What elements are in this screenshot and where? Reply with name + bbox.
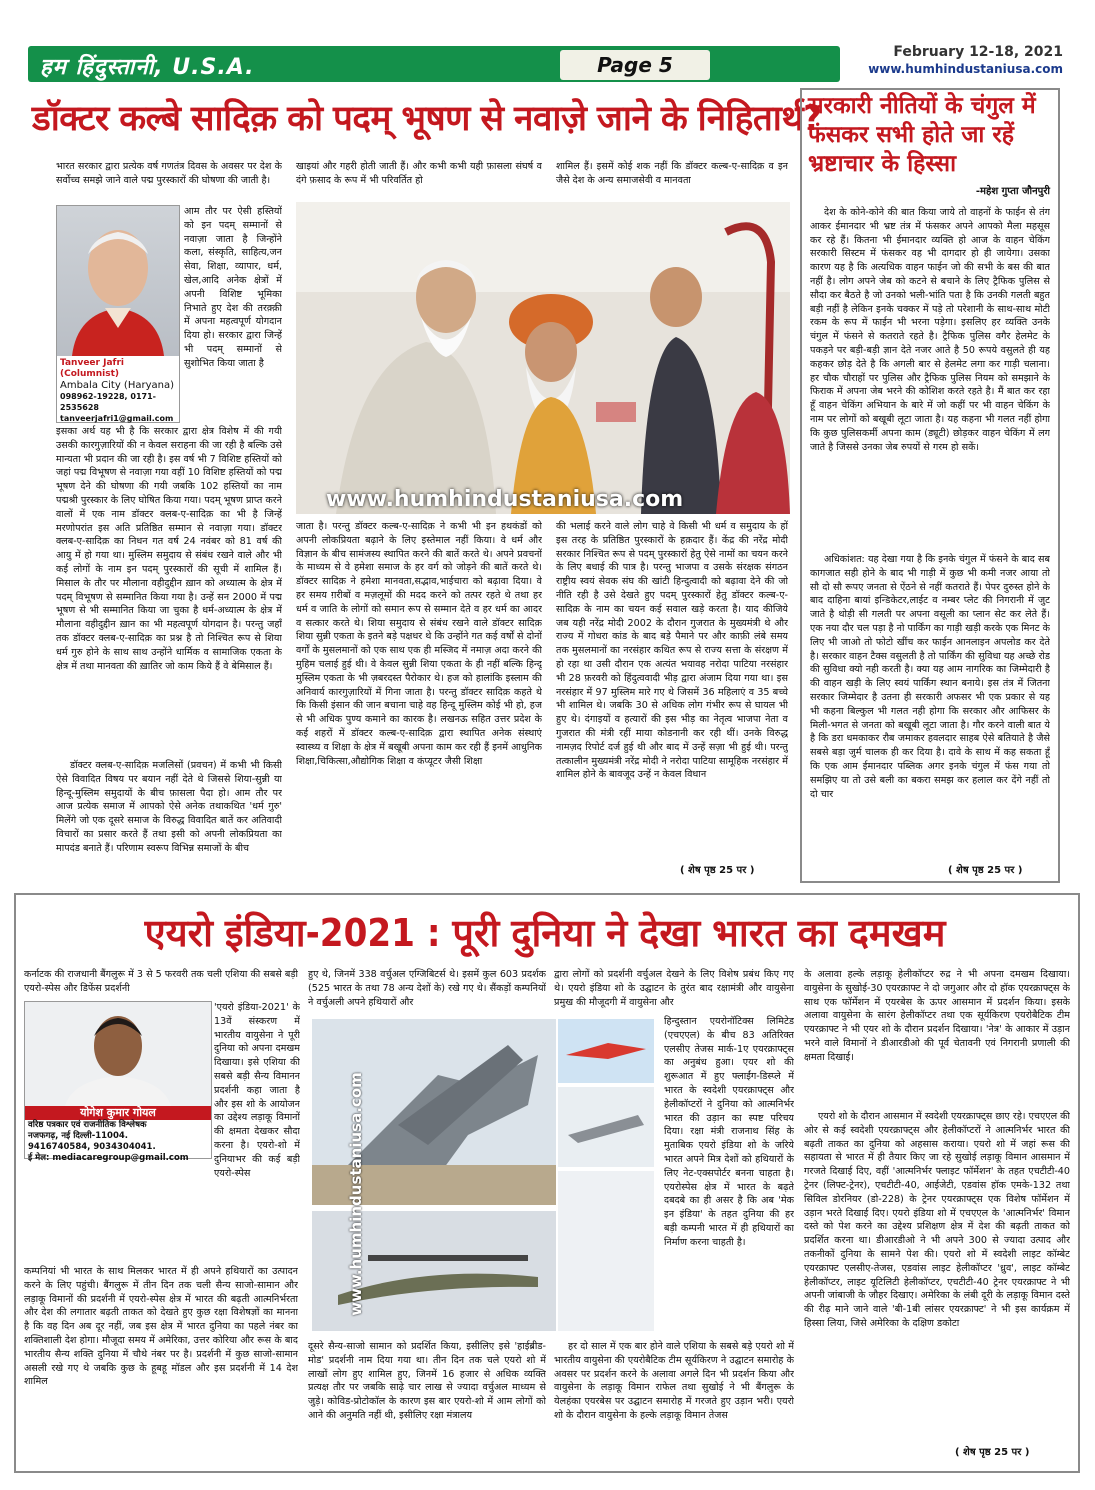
article1-col1-body-2: डॉक्टर क्लब-ए-सादिक़ मजलिसों (प्रवचन) में कभी भी किसी ऐसे विवादित विषय पर बयान नहीं देते थे जिससे शिया-सुन्नी या हिन्दू-मुस्लिम समुदायों के बीच फ़ासला पैदा हो। आम तौर पर आज प्रत्येक समाज में आपको ऐसे अनेक तथाकथित 'धर्म गुरु' मिलेंगे जो एक दूसरे समाज के विरुद्ध विवादित बातें कर अतिवादी विचारों का प्रसार करते हैं तथा इसी को अपनी लोकप्रियता का मापदंड बनाते हैं। परिणाम स्वरूप विभिन्न समाजों के बीच <box>56 760 282 854</box>
article1-col2-top: खाइयां और गहरी होती जाती हैं। और कभी कभी यही फ़ासला संघर्ष व दंगे फ़साद के रूप में भी परिवर्तित हो <box>296 161 542 186</box>
article1-continued: ( शेष पृष्ठ 25 पर ) <box>680 865 755 876</box>
article3-col3-top: द्वारा लोगों को प्रदर्शनी वर्चुअल देखने के लिए विशेष प्रबंध किए गए थे। एयरो इंडिया शो के उद्घाटन के तुरंत बाद रक्षामंत्री और वायुसेना प्रमुख की मौजूदगी में वायुसेना और <box>554 969 794 1008</box>
article1-headline: डॉक्टर कल्बे सादिक़ को पदम् भूषण से नवाज़े जाने के निहितार्थ? <box>32 99 821 139</box>
article3-col2-bottom: दूसरे सैन्य-साजो सामान को प्रदर्शित किया, इसीलिए इसे 'हाईब्रीड-मोड' प्रदर्शनी नाम दिया गया था। तीन दिन तक चले एयरो शो में लाखों लोग हुए शामिल हुए, जिनमें 16 हजार से अधिक व्यक्ति प्रत्यक्ष तौर पर जबकि साढ़े चार लाख से ज्यादा वर्चुअल माध्यम से जुड़े। कोविड-प्रोटोकॉल के कारण इस बार एयरो-शो में आम लोगों को आने की अनुमति नहीं थी, इसीलिए रक्षा मंत्रालय <box>308 1341 546 1421</box>
article1-col1-intro: भारत सरकार द्वारा प्रत्येक वर्ष गणतंत्र दिवस के अवसर पर देश के सर्वोच्च समझे जाने वाले पद्म पुरस्कारों की घोषणा की जाती है। <box>56 161 282 186</box>
article3-col1-side: 'एयरो इंडिया-2021' के 13वें संस्करण में भारतीय वायुसेना ने पूरी दुनिया को अपना दमखम दिखाया। इसे एशिया की सबसे बड़ी सैन्य विमानन प्रदर्शनी कहा जाता है और इस शो के आयोजन का उद्देश्य लड़ाकू विमानों की क्षमता देखकर सौदा करना है। एयरो-शो में दुनियाभर की कई बड़ी एयरो-स्पेस <box>214 1002 300 1179</box>
article3-col1-body: कम्पनियां भी भारत के साथ मिलकर भारत में ही अपने हथियारों का उत्पादन करने के लिए पहुंची। बैंगलुरू में तीन दिन तक चली सैन्य साजो-सामान और लड़ाकू विमानों की प्रदर्शनी में एयरो-स्पेस क्षेत्र में भारत की बढ़ती आत्मनिर्भरता और देश की लगातार बढ़ती ताकत को देखते हुए कुछ रक्षा विशेषज्ञों का मानना है कि वह दिन अब दूर नहीं, जब इस क्षेत्र में भारत दुनिया का पहले नंबर का शक्तिशाली देश होगा। मौजूदा समय में अमेरिका, उत्तर कोरिया और रूस के बाद भारतीय सैन्य शक्ति दुनिया में चौथे नंबर पर है। प्रदर्शनी में कुछ साजो-सामान असली रखे गए थे जबकि कुछ के हूबहू मॉडल और इस प्रदर्शनी में 14 देश शामिल <box>24 1266 298 1388</box>
author-name: Tanveer Jafri (Columnist) <box>60 358 124 379</box>
article3-col3-bottom: हर दो साल में एक बार होने वाले एशिया के सबसे बड़े एयरो शो में भारतीय वायुसेना की एयरोबैटिक टीम सूर्यकिरण ने उद्घाटन समारोह के अवसर पर प्रदर्शन करने के अलावा अगले दिन भी प्रदर्शन किया और वायुसेना के लड़ाकू विमान राफेल तथा सुखोई ने भी बैंगलुरू के येलहंका एयरबेस पर उद्घाटन समारोह में गरजते हुए उड़ान भरी। एयरो शो के दौरान वायुसेना के हल्के लड़ाकू विमान तेजस <box>554 1341 794 1421</box>
article3-col1-intro: कर्नाटक की राजधानी बैंगलुरू में 3 से 5 फरवरी तक चली एशिया की सबसे बड़ी एयरो-स्पेस और डिफेंस प्रदर्शनी <box>24 969 298 994</box>
page-number-label: Page 5 <box>560 50 710 80</box>
article1-col1-body: इसका अर्थ यह भी है कि सरकार द्वारा क्षेत्र विशेष में की गयी उसकी कारगुज़ारियों की न केवल सराहना की जा रही है बल्कि उसे मान्यता भी प्रदान की जा रही है। इस वर्ष भी 7 विशिष्ट हस्तियों को जहां पद्म विभूषण से नवाज़ा गया वहीं 10 विशिष्ट हस्तियों को पद्म भूषण देने की घोषणा की गयी जबकि 102 हस्तियों का नाम पद्मश्री पुरस्कार के लिए घोषित किया गया। पदम् भूषण प्राप्त करने वालों में एक नाम डॉक्टर क्लब-ए-सादिक़ का भी है जिन्हें मरणोपरांत इस अति प्रतिष्ठित सम्मान से नवाज़ा गया। डॉक्टर क्लब-ए-सादिक़ का निधन गत वर्ष 24 नवंबर को 81 वर्ष की आयु में हो गया था। मुस्लिम समुदाय से संबंध रखने वाले और भी कई लोगों के नाम इन पदम् पुरस्कारों की सूची में शामिल हैं। मिसाल के तौर पर मौलाना वहीदुद्दीन ख़ान को अध्यात्म के क्षेत्र में पदम् विभूषण से सम्मानित किया गया है। उन्हें सन 2000 में पद्म भूषण से भी सम्मानित किया जा चुका है धर्म-अध्यात्म के क्षेत्र में मौलाना वहीदुद्दीन ख़ान का भी महत्वपूर्ण योगदान है। परन्तु जहाँ तक डॉक्टर क्लब-ए-सादिक़ का प्रश्न है तो निश्चित रूप से शिया धर्म गुरु होने के साथ साथ उन्होंने धार्मिक व सामाजिक एकता के क्षेत्र में तथा मानवता की ख़ातिर जो काम किये हैं वे बेमिसाल हैं। <box>56 426 282 672</box>
article1-col3-top: शामिल हैं। इसमें कोई शक नहीं कि डॉक्टर कल्ब-ए-सादिक़ व इन जैसे देश के अन्य समाजसेवी व मानवता <box>556 161 788 186</box>
article1-col1-side: आम तौर पर ऐसी हस्तियों को इन पदम् सम्मानों से नवाज़ा जाता है जिन्होंने कला, संस्कृति, साहित्य,जन सेवा, शिक्षा, व्यापार, धर्म, खेल,आदि अनेक क्षेत्रों में अपनी विशिष्ट भूमिका निभाते हुए देश की तरक़्क़ी में अपना महत्वपूर्ण योगदान दिया हो। सरकार द्वारा जिन्हें भी पदम् सम्मानों से सुशोभित किया जाता है <box>184 206 282 369</box>
article2-byline: -महेश गुप्ता जौनपुरी <box>975 186 1050 197</box>
article3-continued: ( शेष पृष्ठ 25 पर ) <box>955 1447 1030 1458</box>
article2-headline <box>808 92 1054 179</box>
article1-col3-bottom: की भलाई करने वाले लोग चाहे वे किसी भी धर्म व समुदाय के हों इस तरह के प्रतिष्ठित पुरस्कारों के हक़दार हैं। केंद्र की नरेंद्र मोदी सरकार निश्चित रूप से पदम् पुरस्कारों हेतु ऐसे नामों का चयन करने के लिए बधाई की पात्र है। परन्तु भाजपा व उसके संरक्षक संगठन राष्ट्रीय स्वयं सेवक संघ की खांटी हिन्दुत्वादी को बढ़ावा देने की जो नीति रही है उसे देखते हुए पदम् पुरस्कारों हेतु डॉक्टर कल्ब-ए-सादिक़ के नाम का चयन कई सवाल खड़े करता है। याद कीजिये जब यही नरेंद्र मोदी 2002 के दौरान गुजरात के मुख्यमंत्री थे और राज्य में गोधरा कांड के बाद बड़े पैमाने पर और काफ़ी लंबे समय तक मुसलमानों का नरसंहार कथित रूप से राज्य सत्ता के संरक्षण में हो रहा था उसी दौरान एक अत्यंत भयावह नरोदा पाटिया नरसंहार भी 28 फ़रवरी को हिंदुत्ववादी भीड़ द्वारा अंजाम दिया गया था। इस नरसंहार में 97 मुस्लिम मारे गए थे जिसमें 36 महिलाएं व 35 बच्चे भी शामिल थे। जबकि 30 से अधिक लोग गंभीर रूप से घायल भी हुए थे। दंगाइयों व हत्यारों की इस भीड़ का नेतृत्व भाजपा नेता व गुजरात की मंत्री रहीं माया कोडनानी कर रही थीं। उनके विरुद्ध नामज़द रिपोर्ट दर्ज हुई थी और बाद में उन्हें सज़ा भी हुई थी। परन्तु तत्कालीन मुख्यमंत्री नरेंद्र मोदी ने नरोदा पाटिया सामूहिक नरसंहार में शामिल होने के बावजूद उन्हें न केवल विधान <box>556 521 788 781</box>
paper-name: हम हिंदुस्तानी, U.S.A. <box>40 55 255 80</box>
article3-photo-watermark: www.humhindustaniusa.com <box>346 1072 365 1316</box>
author2-email[interactable]: ई मेल: mediacaregroup@gmail.com <box>28 1153 189 1163</box>
article3-headline: एयरो इंडिया-2021 : पूरी दुनिया ने देखा भारत का दमखम <box>144 911 946 955</box>
author2-photo <box>25 1002 211 1106</box>
article2-body-2: अधिकांशत: यह देखा गया है कि इनके चंगुल में फंसने के बाद सब कागजात सही होने के बाद भी गाड़ी में कुछ भी कमी नजर आया तो सौ दो सौ रूपए जनता से ऐंठने से नहीं कतराते हैं। पेपर दुरुस्त होने के बाद दाहिना बायां इन्डिकेटर,लाईट व नम्बर प्लेट की निगरानी में जुट जाते है थोड़ी सी गलती पर अपना वसूली का प्लान सेट कर लेते हैं। एक नया दौर चल पड़ा है नो पार्किंग का गाड़ी खड़ी करके एक मिनट के लिए भी जाओ तो फोटो खींच कर फाईन आनलाइन अपलोड कर देते है। सरकार वाहन टैक्स वसुलती है तो पार्किंग की सुविधा यह अच्छे रोड की सुविधा क्यो नही करती है। क्या यह आम नागरिक का जिम्मेदारी है की वाहन खड़ी के लिए स्वयं पार्किंग स्थान बनाये। इस तंत्र में जितना सरकार जिम्मेदार है उतना ही सरकारी अफसर भी एक प्रकार से यह भी कहना बिल्कुल भी गलत नही होगा कि सरकार और आफिसर के मिली-भगत से जनता को बखूबी लूटा जाता है। गौर करने वाली बात ये है कि डरा धमकाकर रौब जमाकर हवलदार साहब ऐसे बतियाते है जैसे सबसे बड़ा जुर्म चालक ही कर दिया है। दावे के साथ में कह सकता हूँ कि एक आम ईमानदार पब्लिक अगर इनके चंगुल में फंस गया तो समझिए या तो उसे बली का बकरा समझ कर हलाल कर देंगे नहीं तो दो चार <box>810 554 1050 800</box>
article3-col4-body: एयरो शो के दौरान आसमान में स्वदेशी एयरक्राफ्ट्स छाए रहे। एचएएल की ओर से कई स्वदेशी एयरक्राफ्ट्स और हेलीकॉप्टरों ने आत्मनिर्भर भारत की बढ़ती ताकत का दुनिया को अहसास कराया। एयरो शो में जहां रूस की सहायता से भारत में ही तैयार किए जा रहे सुखोई लड़ाकू विमान आसमान में गरजते दिखाई दिए, वहीं 'आत्मनिर्भर फ्लाइट फॉर्मेशन' के तहत एचटीटी-40 ट्रेनर (लिफ्ट-ट्रेनर), एचटीटी-40, आईजेटी, एडवांस हॉक एमके-132 तथा सिविल डोरनियर (डो-228) के ट्रेनर एयरक्राफ्ट्स एक विशेष फॉर्मेशन में उड़ान भरते दिखाई दिए। एयरो इंडिया शो में एचएएल के 'आत्मनिर्भर' विमान दस्ते को पेश करने का उद्देश्य प्रशिक्षण क्षेत्र में देश की बढ़ती ताकत को प्रदर्शित करना था। डीआरडीओ ने भी अपने 300 से ज्यादा उत्पाद और तकनीकों दुनिया के सामने पेश की। एयरो शो में स्वदेशी लाइट कॉम्बेट एयरक्राफ्ट एलसीए-तेजस, एडवांस लाइट हेलीकॉप्टर 'ध्रुव', लाइट कॉम्बेट हेलीकॉप्टर, लाइट यूटिलिटी हेलीकॉप्टर, एचटीटी-40 ट्रेनर एयरक्राफ्ट ने भी अपनी जांबाजी के जौहर दिखाए। अमेरिका के लंबी दूरी के लड़ाकू विमान दस्ते की रीढ़ माने जाने वाले 'बी-1बी लांसर एयरक्राफ्ट' ने भी इस कार्यक्रम में हिस्सा लिया, जिसे अमेरिका के दक्षिण डकोटा <box>804 1111 1070 1329</box>
author-phone: 098962-19228, 0171-2535628 <box>60 392 156 412</box>
author-box <box>56 205 180 423</box>
author2-name: योगेश कुमार गोयल <box>25 1106 211 1120</box>
author2-phone: 9416740584, 9034304041. <box>28 1142 156 1152</box>
article3-col4-top: के अलावा हल्के लड़ाकू हेलीकॉप्टर रुद्र ने भी अपना दमखम दिखाया। वायुसेना के सुखोई-30 एयरक्राफ्ट ने दो जगुआर और दो हॉक एयरक्राफ्ट्स के साथ एक फॉर्मेशन में एयरबेस के ऊपर आसमान में प्रदर्शन किया। इसके अलावा वायुसेना के सारंग हेलीकॉप्टर तथा एक सूर्यकिरण एयरोबैटिक टीम एयरक्राफ्ट ने भी एयर शो के दौरान प्रदर्शन दिखाया। 'नेत्र' के आकार में उड़ान भरने वाले विमानों ने डीआरडीओ की पूर्व चेतावनी एवं निगरानी प्रणाली की क्षमता दिखाई। <box>804 969 1070 1063</box>
author2-city: नजफगढ़, नई दिल्ली-11004. <box>28 1131 129 1141</box>
author-city: Ambala City (Haryana) <box>60 380 174 391</box>
article3-photo <box>308 1015 658 1335</box>
author-photo <box>57 206 179 356</box>
article1-photo <box>296 202 790 514</box>
article2-body-1: देश के कोने-कोने की बात किया जाये तो वाहनों के फाईन से तंग आकर ईमानदार भी भ्रष्ट तंत्र में फंसकर अपने आपको मैला महसूस कर रहे हैं। कितना भी ईमानदार व्यक्ति हो आज के वाहन चेकिंग सरकारी सिस्टम में फंसकर वह भी दागदार हो ही जायेगा। उसका कारण यह है कि अत्यधिक वाहन फाईन जो की सभी के बस की बात नहीं है। लोग अपने जेब को कटने से बचाने के लिए ट्रैफिक पुलिस से सौदा कर बैठते है जो उनको भली-भांति पता है कि उनकी गलती बहुत बड़ी नहीं है लेकिन इनके चक्कर में पड़े तो परेशानी के साथ-साथ मोटी रकम के रूप में फाईन भी भरना पड़ेगा। इसलिए हर व्यक्ति उनके चंगुल में फंसने से कतराते रहते है। ट्रैफिक पुलिस वगैर हेलमेट के पकड़ने पर बड़ी-बड़ी ज्ञान देते नजर आते है 50 रूपये वसुलते ही यह कहकर छोड़ देते है कि अगली बार से हेलमेट लगा कर गाड़ी चलाना। हर चौक चौराहों पर पुलिस और ट्रैफिक पुलिस नियम को समझाने के फिराक में अपना जेब भरने की कोशिश करते रहते है। मैं बात कर रहा हूँ वाहन चेकिंग अभियान के बारे में जो कहीं पर भी वाहन चेकिंग के नाम पर लोगों को बखूबी लूटा जाता है। यह कहना भी गलत नहीं होगा कि कुछ पुलिसकर्मी अपना काम (ड्यूटी) छोड़कर वाहन चेकिंग में लग जाते है जिससे उनका जेब रुपयों से गरम हो सकें। <box>810 207 1050 453</box>
article3-col3-side: हिन्दुस्तान एयरोनॉटिक्स लिमिटेड (एचएएल) के बीच 83 अतिरिक्त एलसीए तेजस मार्क-1ए एयरक्राफ्ट्स का अनुबंध हुआ। एयर शो की शुरूआत में हुए फ्लाईंग-डिस्प्ले में भारत के स्वदेशी एयरक्राफ्ट्स और हेलीकॉप्टरों ने दुनिया को आत्मनिर्भर भारत की उड़ान का स्पष्ट परिचय दिया। रक्षा मंत्री राजनाथ सिंह के मुताबिक एयरो इंडिया शो के जरिये भारत अपने मित्र देशों को हथियारों के लिए नेट-एक्सपोर्टर बनना चाहता है। एयरोस्पेस क्षेत्र में भारत के बढ़ते दबदबे का ही असर है कि अब 'मेक इन इंडिया' के तहत दुनिया की हर बड़ी कम्पनी भारत में ही हथियारों का निर्माण करना चाहती है। <box>664 1016 794 1248</box>
author2-desc: वरिष्ठ पत्रकार एवं राजनीतिक विश्लेषक <box>28 1120 147 1130</box>
author-email[interactable]: tanveerjafri1@gmail.com <box>60 414 174 423</box>
article2-continued: ( शेष पृष्ठ 25 पर ) <box>948 865 1023 876</box>
author2-box <box>24 1001 212 1163</box>
article3-col2-top: हुए थे, जिनमें 338 वर्चुअल एग्जिबिटर्स थे। इसमें कुल 603 प्रदर्शक (525 भारत के तथा 78 अन्य देशों के) रखे गए थे। सैंकड़ों कम्पनियों ने वर्चुअली अपने हथियारों और <box>308 969 546 1008</box>
article1-photo-watermark: www.humhindustaniusa.com <box>326 487 684 512</box>
website-url[interactable]: www.humhindustaniusa.com <box>868 62 1063 76</box>
issue-date: February 12-18, 2021 <box>893 44 1063 60</box>
article1-col2-bottom: जाता है। परन्तु डॉक्टर कल्ब-ए-सादिक़ ने कभी भी इन हथकंडों को अपनी लोकप्रियता बढ़ाने के लिए इस्तेमाल नहीं किया। वे धर्म और विज्ञान के बीच सामंजस्य स्थापित करने की बातें करते थे। अपने प्रवचनों के माध्यम से वे हमेशा समाज के हर वर्ग को जोड़ने की बातें करते थे। डॉक्टर सादिक़ ने हमेशा मानवता,सद्भाव,भाईचारा को बढ़ावा दिया। वे हर समय ग़रीबों व मज़लूमों की मदद करने को तत्पर रहते थे तथा हर धर्म व जाति के लोगों को समान रूप से सम्मान देते व हर धर्म का आदर व सत्कार करते थे। शिया समुदाय से संबंध रखने वाले डॉक्टर सादिक़ शिया सुन्नी एकता के इतने बड़े पक्षधर थे कि उन्होंने गत कई वर्षों से दोनों वर्गों के मुसलमानों को एक साथ एक ही मस्जिद में नमाज़ अदा करने की मुहिम चलाई हुई थी। वे केवल सुन्नी शिया एकता के ही नहीं बल्कि हिन्दू मुस्लिम एकता के भी ज़बरदस्त पैरोकार थे। हज को हालांकि इस्लाम की अनिवार्य कारगुज़ारियों में गिना जाता है। परन्तु डॉक्टर सादिक़ कहते थे कि किसी इंसान की जान बचाना चाहे वह हिन्दू मुस्लिम कोई भी हो, हज से भी अधिक पुण्य कमाने का कारक है। लखनऊ सहित उत्तर प्रदेश के कई शहरों में डॉक्टर कल्ब-ए-सादिक़ द्वारा स्थापित अनेक संस्थाएं स्वास्थ्य व शिक्षा के क्षेत्र में बखूबी अपना काम कर रही हैं इनमें आधुनिक शिक्षा,चिकित्सा,औद्योगिक शिक्षा व कंप्यूटर जैसी शिक्षा <box>296 521 542 767</box>
article2-headline-text: सरकारी नीतियों के चंगुल में फंसकर सभी होते जा रहें भ्रष्टाचार के हिस्सा <box>808 93 1036 177</box>
